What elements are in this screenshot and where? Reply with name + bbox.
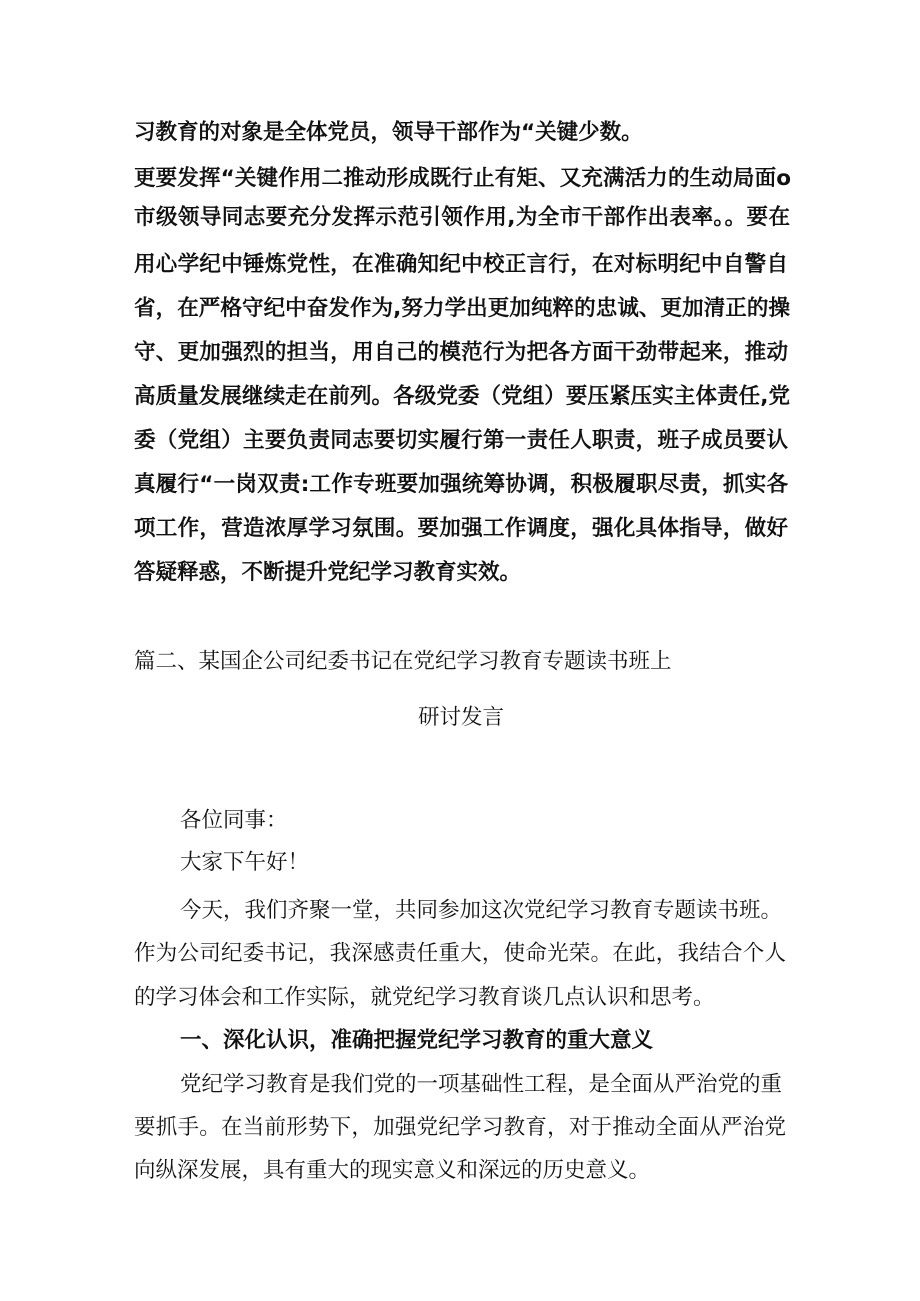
- text-line: 守、更加强烈的担当，用自己的模范行为把各方面干劲带起来，推动: [134, 340, 788, 365]
- paragraph-line: 要抓手。在当前形势下，加强党纪学习教育，对于推动全面从严治党: [134, 1115, 786, 1140]
- text-line: 习教育的对象是全体党员，领导干部作为“关键少数。: [134, 120, 643, 145]
- paragraph-line: 今天，我们齐聚一堂，共同参加这次党纪学习教育专题读书班。: [180, 898, 783, 923]
- text-line: 高质量发展继续走在前列。各级党委（党组）要压紧压实主体责任,党: [134, 384, 790, 409]
- paragraph-line: 向纵深发展，具有重大的现实意义和深远的历史意义。: [134, 1158, 651, 1183]
- text-line: 委（党组）主要负责同志要切实履行第一责任人职责，班子成员要认: [134, 428, 788, 453]
- text-line: 更要发挥“关键作用二推动形成既行止有矩、又充满活力的生动局面o: [134, 166, 791, 191]
- text-line: 省，在严格守纪中奋发作为,努力学出更加纯粹的忠诚、更加清正的操: [134, 296, 790, 321]
- text-line: 用心学纪中锤炼党性，在准确知纪中校正言行，在对标明纪中自警自: [134, 252, 788, 277]
- salutation: 各位同事：: [180, 808, 288, 833]
- text-line: 真履行“一岗双责:工作专班要加强统筹协调，积极履职尽责，抓实各: [134, 472, 788, 497]
- paragraph-line: 作为公司纪委书记，我深感责任重大，使命光荣。在此，我结合个人: [134, 941, 786, 966]
- article-title: 篇二、某国企公司纪委书记在党纪学习教育专题读书班上: [134, 649, 672, 674]
- paragraph-line: 党纪学习教育是我们党的一项基础性工程，是全面从严治党的重: [180, 1072, 783, 1097]
- greeting: 大家下午好！: [180, 850, 310, 875]
- text-line: 项工作，营造浓厚学习氛围。要加强工作调度，强化具体指导，做好: [134, 516, 788, 541]
- paragraph-line: 的学习体会和工作实际，就党纪学习教育谈几点认识和思考。: [134, 985, 715, 1010]
- section-heading: 一、深化认识，准确把握党纪学习教育的重大意义: [180, 1028, 654, 1053]
- text-line: 市级领导同志要充分发挥示范引领作用,为全市干部作出表率。。要在: [134, 205, 790, 230]
- article-subtitle: 研讨发言: [418, 705, 505, 730]
- text-line: 答疑释惑，不断提升党纪学习教育实效。: [134, 560, 522, 585]
